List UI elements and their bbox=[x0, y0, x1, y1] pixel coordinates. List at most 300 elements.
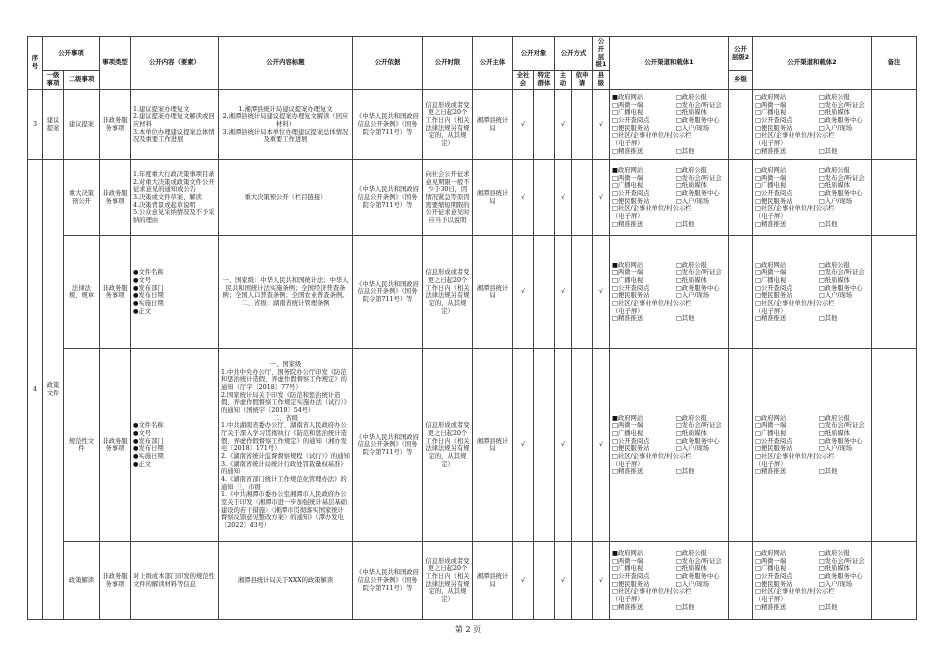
content-line: ●发布部门 bbox=[133, 437, 164, 445]
row-type bbox=[100, 160, 131, 236]
subject-value: 湘潭县统计局 bbox=[476, 117, 509, 132]
channel-option: □纸质媒体 bbox=[818, 276, 850, 284]
channel-option: □公开查阅点 bbox=[612, 284, 650, 292]
subject-value: 湘潭县统计局 bbox=[476, 284, 509, 300]
channel-option: □发布会/听证会 bbox=[818, 422, 865, 430]
header-county2: 乡级 bbox=[729, 71, 753, 90]
content-line: ●发布日期 bbox=[133, 445, 164, 453]
mark-county bbox=[593, 349, 610, 542]
header-county1: 县级 bbox=[593, 71, 610, 90]
channel-option: □其他 bbox=[818, 315, 838, 323]
title-line: 2.《湖南省统计监督督察规程（试行）》的通知 3.《湖南省统计局统计行政处罚裁量权基准》的通知 bbox=[221, 452, 350, 476]
channel-option: □公开查阅点 bbox=[612, 573, 650, 581]
channel-option: □精准推送 bbox=[612, 147, 644, 155]
channel-option: □纸质媒体 bbox=[818, 182, 850, 190]
channel-option: □政务服务中心 bbox=[675, 437, 720, 445]
channel-option: □两微一端 bbox=[755, 174, 787, 182]
mark-active bbox=[555, 349, 572, 542]
basis-value: 《中华人民共和国政府信息公开条例》（国务院令第711号）等 bbox=[356, 569, 419, 592]
row-time bbox=[423, 90, 473, 160]
row-level2-value: 重大决策预公开 bbox=[68, 190, 95, 205]
content-line: ●文号 bbox=[133, 429, 152, 437]
channel-option: □纸质媒体 bbox=[675, 276, 707, 284]
channel2 bbox=[753, 542, 872, 620]
mark-county bbox=[593, 160, 610, 236]
channel-option: □精准推送 bbox=[755, 315, 787, 323]
channel-option: □两微一端 bbox=[755, 422, 787, 430]
content-line: 2.建议提案办理复文解读或回应材料 bbox=[133, 113, 215, 128]
channel-option: □便民服务站 bbox=[612, 445, 650, 453]
channel-option: □发布会/听证会 bbox=[818, 174, 865, 182]
row-note bbox=[872, 90, 917, 160]
channel-list-1 bbox=[612, 94, 726, 155]
channel-option: □纸质媒体 bbox=[675, 109, 707, 117]
channel-list-2 bbox=[755, 262, 869, 323]
mark-public bbox=[513, 236, 534, 349]
check-mark: √ bbox=[598, 576, 603, 584]
channel-option: （电子屏） bbox=[755, 213, 787, 221]
content-line: 3.本单位办理建议提案总体情况及重要工作进展 bbox=[133, 128, 215, 144]
content-line: 3.决策或文件草案、解读 bbox=[133, 193, 202, 201]
header-type: 事项类型 bbox=[100, 37, 131, 90]
title-line: 1.中共湖南省委办公厅、湖南省人民政府办公厅关于深入学习贯彻执行《防范和惩治统计造假、弄虚作假督察工作规定》的通知（湘办发电〔2018〕171号） bbox=[221, 422, 347, 453]
mark-specific bbox=[534, 160, 555, 236]
channel-option: □其他 bbox=[818, 468, 838, 476]
header-basis: 公开依据 bbox=[353, 37, 423, 90]
channel-option: □纸质媒体 bbox=[818, 429, 850, 437]
channel-list-2 bbox=[755, 415, 869, 476]
channel-option: □公开查阅点 bbox=[612, 117, 650, 125]
mark-specific bbox=[534, 542, 555, 620]
row-content bbox=[131, 90, 219, 160]
channel-list-2 bbox=[755, 167, 869, 228]
channel-option: □便民服务站 bbox=[612, 292, 650, 300]
row-note bbox=[872, 349, 917, 542]
check-mark: √ bbox=[520, 576, 525, 584]
row-level2-value: 政策解读 bbox=[68, 576, 95, 584]
channel-option: □政府网站 bbox=[755, 414, 787, 422]
row-type-value: 非政务服务事项 bbox=[102, 117, 128, 132]
header-time: 公开时限 bbox=[423, 37, 473, 90]
title-line: 1.中共中央办公厅、国务院办公厅印发《防范和惩治统计造假、弄虚作假督察工作规定》的通知（厅字〔2018〕77号） bbox=[221, 368, 347, 391]
page-number: 第 2 页 bbox=[454, 625, 482, 634]
content-line: 4.决策背景或起草说明 bbox=[133, 201, 196, 209]
channel-option: □纸质媒体 bbox=[818, 565, 850, 573]
channel-option: □便民服务站 bbox=[612, 580, 650, 588]
channel-option: □政府公报 bbox=[675, 261, 707, 269]
channel-option: □社区/企事业单位/村公示栏 bbox=[612, 452, 692, 460]
channel-option: □政府网站 bbox=[755, 94, 787, 102]
mark-active bbox=[555, 90, 572, 160]
header-content: 公开内容（要素） bbox=[131, 37, 219, 90]
subject-value: 湘潭县统计局 bbox=[476, 573, 509, 588]
channel-option: □公开查阅点 bbox=[612, 190, 650, 198]
channel-option: □广播电视 bbox=[755, 182, 787, 190]
mark-public bbox=[513, 542, 534, 620]
channel-option: □发布会/听证会 bbox=[818, 101, 865, 109]
channel2 bbox=[753, 160, 872, 236]
row-level2 bbox=[64, 349, 100, 542]
check-mark: √ bbox=[520, 288, 525, 296]
channel-option: □政府公报 bbox=[818, 414, 850, 422]
content-line: ●文件名称 bbox=[133, 422, 164, 430]
header-seq: 序号 bbox=[28, 37, 43, 90]
check-mark: √ bbox=[598, 441, 603, 449]
channel-option: （电子屏） bbox=[755, 460, 787, 468]
content-line: ●实施日期 bbox=[133, 299, 164, 307]
channel-option: □其他 bbox=[818, 147, 838, 155]
title-line: 湘潭县统计局关于XXX的政策解读 bbox=[237, 576, 334, 584]
channel-option: □精准推送 bbox=[612, 220, 644, 228]
table-row bbox=[28, 542, 917, 620]
row-type-value: 非政务服务事项 bbox=[102, 437, 128, 453]
header-note: 备注 bbox=[872, 37, 917, 90]
check-mark: √ bbox=[560, 193, 565, 201]
mark-township bbox=[729, 349, 753, 542]
check-mark: √ bbox=[598, 120, 603, 128]
channel-option: □社区/企事业单位/村公示栏 bbox=[612, 299, 692, 307]
channel-option: □广播电视 bbox=[755, 565, 787, 573]
title-line: 3.湘潭县统计局本单位办理建议提案总体情况及重要工作进展 bbox=[222, 128, 349, 144]
channel-option: □社区/企事业单位/村公示栏 bbox=[755, 588, 835, 596]
channel-option: □两微一端 bbox=[755, 101, 787, 109]
mark-active bbox=[555, 542, 572, 620]
row-content bbox=[131, 236, 219, 349]
channel-option: □发布会/听证会 bbox=[675, 557, 722, 565]
header-active: 主动 bbox=[555, 71, 572, 90]
channel-option: □其他 bbox=[675, 315, 695, 323]
row-level2 bbox=[64, 542, 100, 620]
channel-option: ■政府网站 bbox=[612, 550, 644, 558]
header-title: 公开内容标题 bbox=[219, 37, 353, 90]
header-row-1 bbox=[28, 37, 917, 71]
check-mark: √ bbox=[560, 120, 565, 128]
row-level1-value: 政策文件 bbox=[46, 382, 60, 397]
channel-option: ■政府网站 bbox=[612, 414, 644, 422]
channel-option: □入户/现场 bbox=[675, 292, 710, 300]
channel-option: □社区/企事业单位/村公示栏 bbox=[755, 299, 835, 307]
channel-option: □政府公报 bbox=[675, 550, 707, 558]
mark-township bbox=[729, 160, 753, 236]
title-line: 2.国家统计局关于印发《防范和惩治统计造假、弄虚作假督察工作规定实施办法（试行）》的通知（国统字〔2019〕54号） bbox=[221, 391, 347, 414]
row-type bbox=[100, 349, 131, 542]
channel-option: □其他 bbox=[675, 220, 695, 228]
channel-option: （电子屏） bbox=[612, 140, 644, 148]
header-layer2: 公开层级2 bbox=[729, 37, 753, 71]
row-basis bbox=[353, 160, 423, 236]
content-line: ●发布日期 bbox=[133, 292, 164, 300]
title-line: 重大决策预公开（栏目链接） bbox=[244, 193, 327, 201]
row-level2-value: 法律法规、规章 bbox=[68, 284, 95, 300]
header-method: 公开方式 bbox=[555, 37, 593, 71]
channel-option: □广播电视 bbox=[755, 276, 787, 284]
content-line: 1.建议提案办理复文 bbox=[133, 105, 190, 113]
row-time bbox=[423, 236, 473, 349]
row-type bbox=[100, 236, 131, 349]
channel-option: □政务服务中心 bbox=[818, 437, 863, 445]
channel-list-2 bbox=[755, 550, 869, 611]
channel-option: □便民服务站 bbox=[755, 292, 793, 300]
subject-value: 湘潭县统计局 bbox=[476, 190, 509, 205]
check-mark: √ bbox=[560, 288, 565, 296]
row-level2 bbox=[64, 90, 100, 160]
channel-option: □便民服务站 bbox=[755, 445, 793, 453]
check-mark: √ bbox=[520, 441, 525, 449]
row-basis bbox=[353, 236, 423, 349]
channel-option: □公开查阅点 bbox=[755, 437, 793, 445]
row-subject bbox=[473, 349, 513, 542]
table-row bbox=[28, 236, 917, 349]
channel-option: □入户/现场 bbox=[675, 445, 710, 453]
channel-option: □便民服务站 bbox=[755, 580, 793, 588]
mark-township bbox=[729, 90, 753, 160]
header-target: 公开对象 bbox=[513, 37, 555, 71]
row-level2 bbox=[64, 160, 100, 236]
channel-option: □公开查阅点 bbox=[755, 284, 793, 292]
header-items: 公开事项 bbox=[43, 37, 100, 71]
check-mark: √ bbox=[520, 120, 525, 128]
time-value: 信息形成或者变更之日起20个工作日内（相关法律法规另有规定的，从其规定） bbox=[425, 101, 470, 148]
header-channel2: 公开渠道和载体2 bbox=[753, 37, 872, 90]
channel-option: □公开查阅点 bbox=[612, 437, 650, 445]
channel-option: □精准推送 bbox=[612, 315, 644, 323]
mark-county bbox=[593, 90, 610, 160]
row-basis bbox=[353, 90, 423, 160]
channel1 bbox=[610, 236, 729, 349]
subject-value: 湘潭县统计局 bbox=[476, 437, 509, 453]
channel-option: □入户/现场 bbox=[675, 197, 710, 205]
mark-specific bbox=[534, 90, 555, 160]
row-title bbox=[219, 236, 353, 349]
mark-apply bbox=[572, 542, 593, 620]
channel-option: □精准推送 bbox=[755, 603, 787, 611]
row-basis bbox=[353, 349, 423, 542]
time-value: 向社会公开征求意见期限一般不少于30日，因情况紧急等原因需要缩短期限的公开征求意见时应当予以说明 bbox=[425, 170, 470, 224]
row-subject bbox=[473, 542, 513, 620]
content-line: ●实施日期 bbox=[133, 452, 164, 460]
check-mark: √ bbox=[598, 288, 603, 296]
header-specific: 特定群体 bbox=[534, 71, 555, 90]
row-title bbox=[219, 160, 353, 236]
channel-option: □社区/企事业单位/村公示栏 bbox=[755, 205, 835, 213]
channel-option: □政务服务中心 bbox=[818, 190, 863, 198]
channel-option: □政府公报 bbox=[818, 94, 850, 102]
mark-apply bbox=[572, 160, 593, 236]
row-seq-value: 3 bbox=[32, 120, 37, 128]
channel-option: □社区/企事业单位/村公示栏 bbox=[612, 205, 692, 213]
row-type bbox=[100, 90, 131, 160]
channel1 bbox=[610, 349, 729, 542]
row-seq bbox=[28, 160, 43, 620]
mark-apply bbox=[572, 236, 593, 349]
mark-county bbox=[593, 542, 610, 620]
title-line: 1.《中共湘潭市委办公室湘潭市人民政府办公室关于印发〈湘潭市进一步加强统计基层基础建设的若干措施〉〈湘潭市贯彻落实国家统计督察反馈意见整改方案〉的通知》（潭办发电〔2022〕43号） bbox=[221, 491, 347, 529]
channel-option: □其他 bbox=[675, 147, 695, 155]
table-row bbox=[28, 349, 917, 542]
row-subject bbox=[473, 90, 513, 160]
channel-option: □发布会/听证会 bbox=[818, 269, 865, 277]
row-type-value: 非政务服务事项 bbox=[102, 573, 128, 588]
channel1 bbox=[610, 542, 729, 620]
basis-value: 《中华人民共和国政府信息公开条例》（国务院令第711号）等 bbox=[356, 280, 419, 304]
title-line: 1.湘潭县统计局建议提案办理复文 bbox=[238, 105, 333, 113]
channel-option: □政务服务中心 bbox=[818, 284, 863, 292]
channel-option: ■政府网站 bbox=[612, 261, 644, 269]
channel-option: □政务服务中心 bbox=[675, 117, 720, 125]
channel-option: □其他 bbox=[675, 603, 695, 611]
channel-option: （电子屏） bbox=[755, 307, 787, 315]
channel-option: □便民服务站 bbox=[612, 124, 650, 132]
content-line: 1.年度重大行政决策事项目录 bbox=[133, 170, 215, 178]
content-line: 2.对重大决策或政策文件公开征求意见的通知或公告 bbox=[133, 178, 215, 194]
row-note bbox=[872, 542, 917, 620]
disclosure-table bbox=[27, 36, 917, 620]
mark-township bbox=[729, 236, 753, 349]
title-line: 二、省级 bbox=[272, 414, 299, 422]
channel-option: □入户/现场 bbox=[675, 124, 710, 132]
title-line: 4.《湖南省部门统计工作规范化管理办法》的通知 三、市级 bbox=[221, 475, 347, 491]
mark-public bbox=[513, 160, 534, 236]
content-line: ●文号 bbox=[133, 276, 152, 284]
channel-option: □政府公报 bbox=[675, 94, 707, 102]
channel-option: □入户/现场 bbox=[818, 580, 853, 588]
channel-list-1 bbox=[612, 167, 726, 228]
channel-option: □发布会/听证会 bbox=[675, 101, 722, 109]
channel1 bbox=[610, 90, 729, 160]
channel-option: □纸质媒体 bbox=[675, 429, 707, 437]
channel-option: （电子屏） bbox=[612, 460, 644, 468]
channel-option: □政府公报 bbox=[675, 167, 707, 175]
row-subject bbox=[473, 160, 513, 236]
channel-option: （电子屏） bbox=[612, 213, 644, 221]
channel-option: □社区/企事业单位/村公示栏 bbox=[755, 452, 835, 460]
channel-option: □纸质媒体 bbox=[675, 565, 707, 573]
channel-option: □发布会/听证会 bbox=[675, 422, 722, 430]
title-line: 2.湘潭县统计局建议提案办理复文解读（回应材料） bbox=[222, 113, 349, 128]
channel-option: □便民服务站 bbox=[612, 197, 650, 205]
channel2 bbox=[753, 236, 872, 349]
row-level2-value: 建议提案 bbox=[68, 120, 95, 128]
channel-option: □公开查阅点 bbox=[755, 190, 793, 198]
row-title bbox=[219, 542, 353, 620]
header-layer1: 公开层级1 bbox=[593, 37, 610, 71]
content-line: ●正文 bbox=[133, 307, 152, 315]
check-mark: √ bbox=[520, 193, 525, 201]
row-level2 bbox=[64, 236, 100, 349]
row-note bbox=[872, 236, 917, 349]
channel-option: □发布会/听证会 bbox=[818, 557, 865, 565]
channel-option: □入户/现场 bbox=[818, 197, 853, 205]
channel-option: □政府公报 bbox=[818, 550, 850, 558]
channel-option: □两微一端 bbox=[612, 269, 644, 277]
channel-option: □纸质媒体 bbox=[675, 182, 707, 190]
channel-option: □广播电视 bbox=[612, 182, 644, 190]
channel-option: （电子屏） bbox=[755, 140, 787, 148]
channel-option: □广播电视 bbox=[612, 276, 644, 284]
mark-apply bbox=[572, 349, 593, 542]
channel-option: □其他 bbox=[818, 603, 838, 611]
row-title bbox=[219, 349, 353, 542]
channel-option: □政府网站 bbox=[755, 261, 787, 269]
channel-option: □精准推送 bbox=[612, 468, 644, 476]
channel-option: □两微一端 bbox=[755, 557, 787, 565]
row-time bbox=[423, 542, 473, 620]
content-line: ●正文 bbox=[133, 460, 152, 468]
channel-option: □政府网站 bbox=[755, 167, 787, 175]
table-row bbox=[28, 90, 917, 160]
channel-option: □社区/企事业单位/村公示栏 bbox=[755, 132, 835, 140]
channel-option: □其他 bbox=[818, 220, 838, 228]
channel-option: □政府网站 bbox=[755, 550, 787, 558]
row-content bbox=[131, 542, 219, 620]
mark-specific bbox=[534, 236, 555, 349]
channel-option: □便民服务站 bbox=[755, 197, 793, 205]
channel-option: □两微一端 bbox=[612, 174, 644, 182]
row-subject bbox=[473, 236, 513, 349]
channel-option: □政务服务中心 bbox=[675, 573, 720, 581]
channel-option: （电子屏） bbox=[755, 596, 787, 604]
channel-option: □入户/现场 bbox=[675, 580, 710, 588]
channel-option: □政府公报 bbox=[818, 261, 850, 269]
channel-option: □社区/企事业单位/村公示栏 bbox=[612, 588, 692, 596]
header-level1: 一级事项 bbox=[43, 71, 64, 90]
channel-list-2 bbox=[755, 94, 869, 155]
content-line: ●文件名称 bbox=[133, 269, 164, 277]
mark-public bbox=[513, 90, 534, 160]
channel-option: （电子屏） bbox=[612, 307, 644, 315]
mark-active bbox=[555, 236, 572, 349]
header-apply: 依申请 bbox=[572, 71, 593, 90]
check-mark: √ bbox=[598, 193, 603, 201]
row-seq bbox=[28, 90, 43, 160]
row-seq-value: 4 bbox=[32, 385, 37, 393]
table-row bbox=[28, 160, 917, 236]
channel-option: □精准推送 bbox=[755, 468, 787, 476]
channel-list-1 bbox=[612, 262, 726, 323]
channel-option: □发布会/听证会 bbox=[675, 174, 722, 182]
row-level1-value: 建议提案 bbox=[46, 117, 60, 132]
channel-option: □两微一端 bbox=[755, 269, 787, 277]
header-channel1: 公开渠道和载体1 bbox=[610, 37, 729, 90]
channel1 bbox=[610, 160, 729, 236]
channel-option: ■政府网站 bbox=[612, 167, 644, 175]
basis-value: 《中华人民共和国政府信息公开条例》（国务院令第711号）等 bbox=[356, 433, 419, 457]
channel-option: □政府公报 bbox=[818, 167, 850, 175]
channel-option: □公开查阅点 bbox=[755, 573, 793, 581]
title-line: 一、国家级 bbox=[269, 360, 302, 368]
channel-list-1 bbox=[612, 550, 726, 611]
row-content bbox=[131, 160, 219, 236]
channel-option: □广播电视 bbox=[612, 565, 644, 573]
channel-option: （电子屏） bbox=[612, 596, 644, 604]
time-value: 信息形成或者变更之日起20个工作日内（相关法律法规另有规定的，从其规定） bbox=[425, 422, 470, 468]
channel-option: □便民服务站 bbox=[755, 124, 793, 132]
content-line: ●发布部门 bbox=[133, 284, 164, 292]
mark-township bbox=[729, 542, 753, 620]
row-level1 bbox=[43, 160, 64, 620]
row-level1 bbox=[43, 90, 64, 160]
channel-option: □广播电视 bbox=[755, 109, 787, 117]
mark-specific bbox=[534, 349, 555, 542]
row-note bbox=[872, 160, 917, 236]
content-line: 对上级或本部门印发的规范性文件的解读材料等信息 bbox=[133, 573, 215, 588]
basis-value: 《中华人民共和国政府信息公开条例》（国务院令第711号）等 bbox=[356, 186, 419, 209]
header-subject: 公开主体 bbox=[473, 37, 513, 90]
row-content bbox=[131, 349, 219, 542]
channel-option: □政务服务中心 bbox=[818, 117, 863, 125]
row-type bbox=[100, 542, 131, 620]
channel-option: □入户/现场 bbox=[818, 124, 853, 132]
